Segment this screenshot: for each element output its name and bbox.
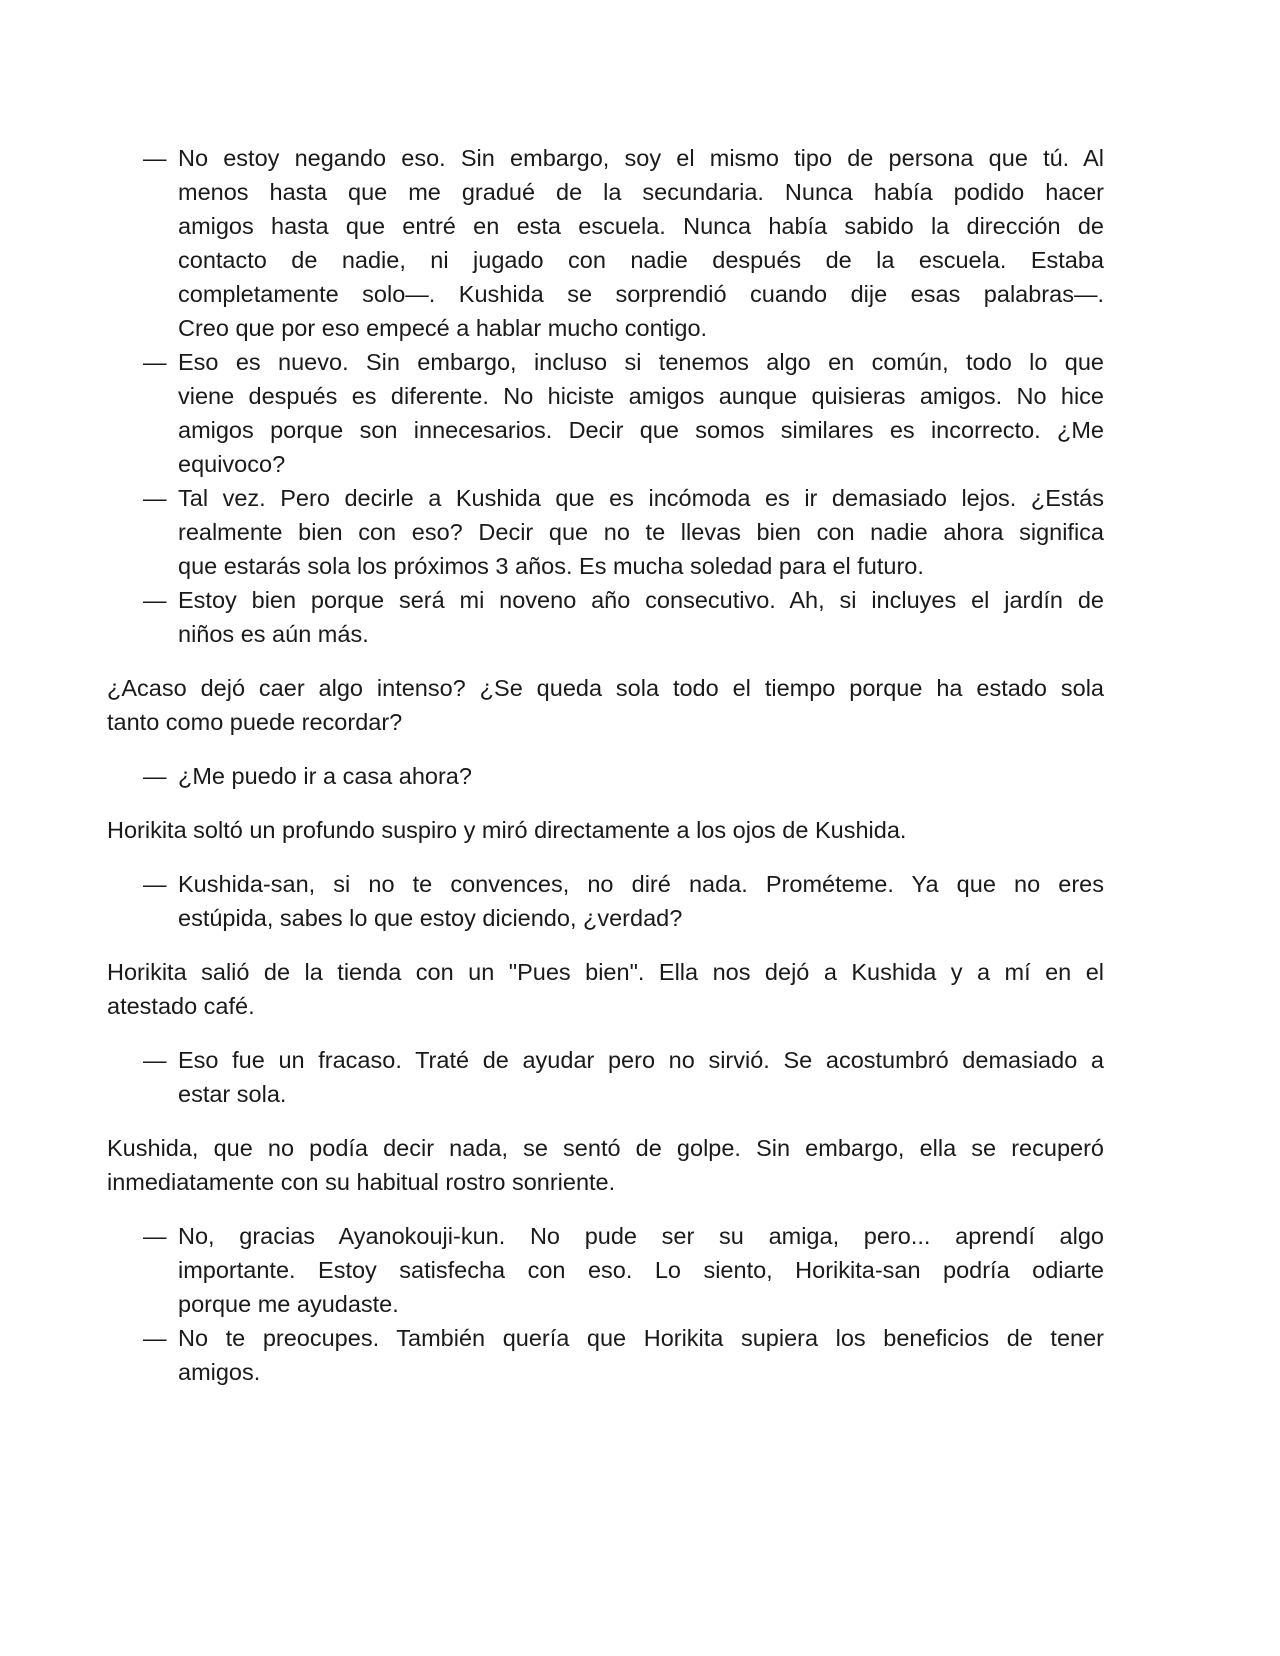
- text-line: completamente solo—. Kushida se sorprendió cuando dije esas palabras—.: [178, 281, 1104, 307]
- dialogue-block: [107, 759, 1104, 793]
- text-line: ¿Acaso dejó caer algo intenso? ¿Se queda sola todo el tiempo porque ha estado sola: [107, 675, 1104, 701]
- text-line: porque me ayudaste.: [178, 1291, 399, 1317]
- dialogue-dash: —: [143, 763, 167, 789]
- text-line: inmediatamente con su habitual rostro sonriente.: [107, 1169, 616, 1195]
- text-line: importante. Estoy satisfecha con eso. Lo siento, Horikita-san podría odiarte: [178, 1257, 1104, 1283]
- narration-block: [107, 813, 1104, 847]
- dialogue-block: [107, 867, 1104, 935]
- dialogue-paragraph: [107, 345, 1104, 481]
- text-line: No estoy negando eso. Sin embargo, soy el mismo tipo de persona que tú. Al: [178, 145, 1104, 171]
- document-page: [107, 141, 1104, 1409]
- text-line: No, gracias Ayanokouji-kun. No pude ser su amiga, pero... aprendí algo: [178, 1223, 1104, 1249]
- dialogue-dash: —: [143, 1223, 167, 1249]
- narration-block: [107, 955, 1104, 1023]
- dialogue-block: [107, 141, 1104, 651]
- dialogue-paragraph: [107, 1219, 1104, 1321]
- text-line: Horikita salió de la tienda con un "Pues bien". Ella nos dejó a Kushida y a mí en el: [107, 959, 1104, 985]
- text-line: realmente bien con eso? Decir que no te llevas bien con nadie ahora significa: [178, 519, 1104, 545]
- text-line: Horikita soltó un profundo suspiro y miró directamente a los ojos de Kushida.: [107, 817, 907, 843]
- text-line: Kushida, que no podía decir nada, se sentó de golpe. Sin embargo, ella se recuperó: [107, 1135, 1104, 1161]
- dialogue-block: [107, 1043, 1104, 1111]
- narration-block: [107, 1131, 1104, 1199]
- text-line: No te preocupes. También quería que Horikita supiera los beneficios de tener: [178, 1325, 1104, 1351]
- dialogue-paragraph: [107, 583, 1104, 651]
- text-line: tanto como puede recordar?: [107, 709, 403, 735]
- dialogue-dash: —: [143, 485, 167, 511]
- text-line: estúpida, sabes lo que estoy diciendo, ¿verdad?: [178, 905, 683, 931]
- text-line: atestado café.: [107, 993, 255, 1019]
- text-line: amigos hasta que entré en esta escuela. Nunca había sabido la dirección de: [178, 213, 1104, 239]
- dialogue-paragraph: [107, 867, 1104, 935]
- narration-paragraph: [107, 813, 1104, 847]
- text-line: equivoco?: [178, 451, 286, 477]
- text-line: amigos.: [178, 1359, 261, 1385]
- text-line: Kushida-san, si no te convences, no diré nada. Prométeme. Ya que no eres: [178, 871, 1104, 897]
- narration-paragraph: [107, 1131, 1104, 1199]
- dialogue-paragraph: [107, 1321, 1104, 1389]
- narration-block: [107, 671, 1104, 739]
- narration-paragraph: [107, 955, 1104, 1023]
- text-line: que estarás sola los próximos 3 años. Es mucha soledad para el futuro.: [178, 553, 924, 579]
- text-line: menos hasta que me gradué de la secundaria. Nunca había podido hacer: [178, 179, 1104, 205]
- text-line: Tal vez. Pero decirle a Kushida que es incómoda es ir demasiado lejos. ¿Estás: [178, 485, 1104, 511]
- dialogue-dash: —: [143, 1325, 167, 1351]
- text-line: viene después es diferente. No hiciste amigos aunque quisieras amigos. No hice: [178, 383, 1104, 409]
- text-line: estar sola.: [178, 1081, 287, 1107]
- text-line: Creo que por eso empecé a hablar mucho contigo.: [178, 315, 708, 341]
- dialogue-paragraph: [107, 1043, 1104, 1111]
- dialogue-dash: —: [143, 349, 167, 375]
- text-line: niños es aún más.: [178, 621, 369, 647]
- dialogue-paragraph: [107, 481, 1104, 583]
- dialogue-paragraph: [107, 141, 1104, 345]
- dialogue-dash: —: [143, 1047, 167, 1073]
- dialogue-dash: —: [143, 145, 167, 171]
- text-line: Eso es nuevo. Sin embargo, incluso si tenemos algo en común, todo lo que: [178, 349, 1104, 375]
- dialogue-block: [107, 1219, 1104, 1389]
- text-line: ¿Me puedo ir a casa ahora?: [178, 763, 472, 789]
- dialogue-dash: —: [143, 587, 167, 613]
- text-line: contacto de nadie, ni jugado con nadie después de la escuela. Estaba: [178, 247, 1104, 273]
- narration-paragraph: [107, 671, 1104, 739]
- text-line: amigos porque son innecesarios. Decir que somos similares es incorrecto. ¿Me: [178, 417, 1104, 443]
- dialogue-paragraph: [107, 759, 1104, 793]
- text-line: Estoy bien porque será mi noveno año consecutivo. Ah, si incluyes el jardín de: [178, 587, 1104, 613]
- text-line: Eso fue un fracaso. Traté de ayudar pero no sirvió. Se acostumbró demasiado a: [178, 1047, 1104, 1073]
- dialogue-dash: —: [143, 871, 167, 897]
